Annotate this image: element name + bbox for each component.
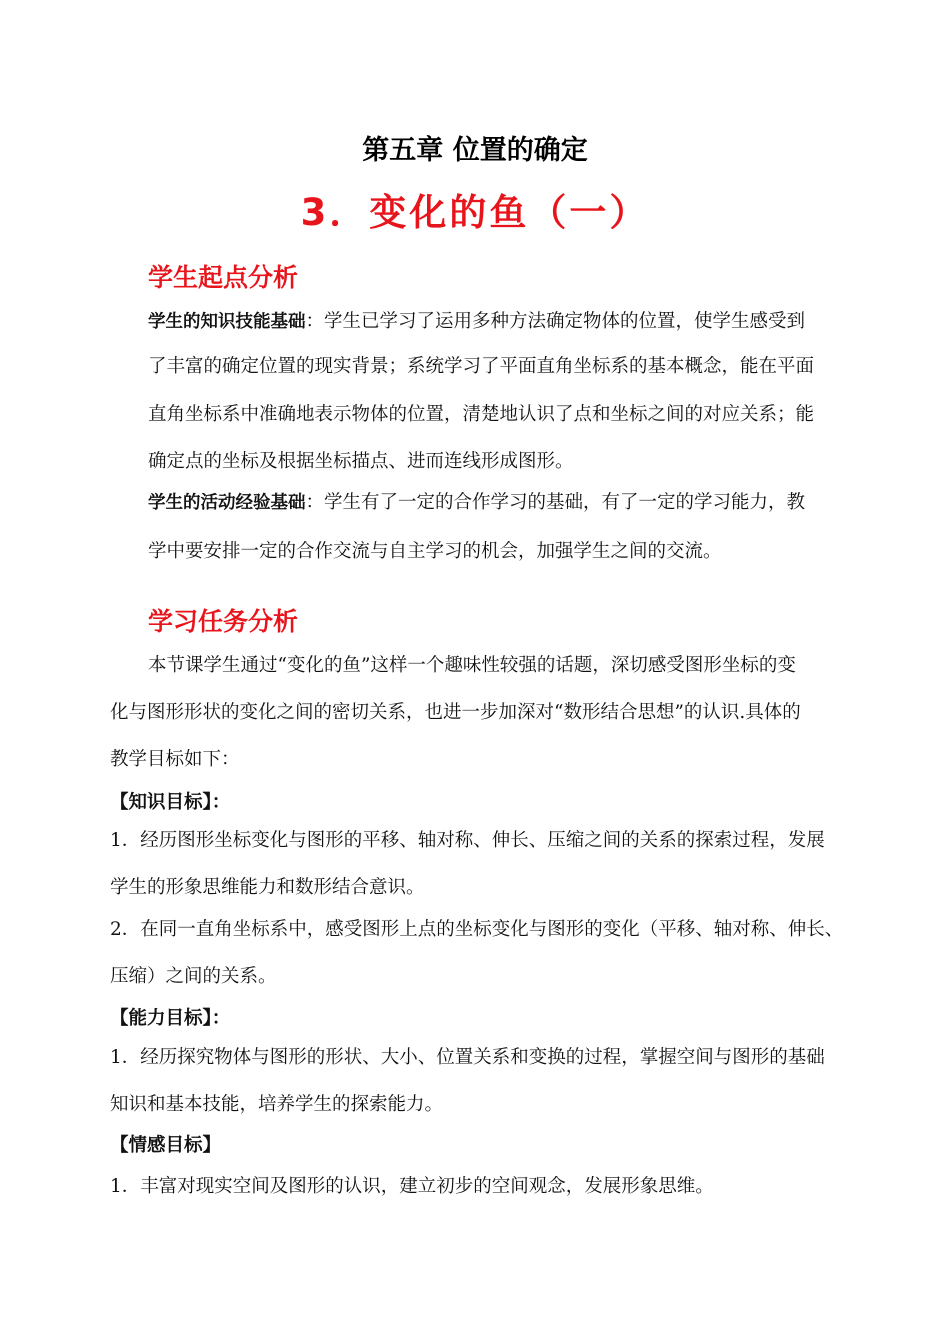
list-item: 知识和基本技能，培养学生的探索能力。	[110, 1094, 444, 1115]
list-item: 1．经历探究物体与图形的形状、大小、位置关系和变换的过程，掌握空间与图形的基础	[110, 1047, 825, 1068]
list-item: 压缩）之间的关系。	[110, 966, 277, 987]
list-item: 2．在同一直角坐标系中，感受图形上点的坐标变化与图形的变化（平移、轴对称、伸长、	[110, 919, 844, 940]
paragraph-line: 化与图形形状的变化之间的密切关系，也进一步加深对“数形结合思想”的认识.具体的	[110, 702, 801, 723]
emotion-goal-tag: 【情感目标】	[110, 1135, 222, 1156]
lesson-title: 3．变化的鱼（一）	[300, 191, 650, 234]
paragraph-text: ：学生已学习了运用多种方法确定物体的位置，使学生感受到	[305, 311, 806, 332]
paragraph-text: ：学生有了一定的合作学习的基础，有了一定的学习能力，教	[305, 492, 806, 513]
list-item: 学生的形象思维能力和数形结合意识。	[110, 877, 425, 898]
knowledge-goal-tag: 【知识目标】：	[110, 792, 231, 813]
chapter-title: 第五章 位置的确定	[362, 135, 588, 166]
list-item: 1．经历图形坐标变化与图形的平移、轴对称、伸长、压缩之间的关系的探索过程，发展	[110, 830, 825, 851]
paragraph-line: 了丰富的确定位置的现实背景；系统学习了平面直角坐标系的基本概念，能在平面	[148, 356, 815, 377]
paragraph-line	[148, 307, 805, 333]
paragraph-label: 学生的知识技能基础	[148, 312, 306, 332]
section-title-task-analysis: 学习任务分析	[148, 607, 299, 636]
paragraph-line: 直角坐标系中准确地表示物体的位置，清楚地认识了点和坐标之间的对应关系；能	[148, 404, 815, 425]
paragraph-label: 学生的活动经验基础	[148, 493, 306, 513]
paragraph-line	[148, 488, 805, 514]
list-item: 1．丰富对现实空间及图形的认识，建立初步的空间观念，发展形象思维。	[110, 1176, 714, 1197]
section-title-student-analysis: 学生起点分析	[148, 263, 299, 292]
ability-goal-tag: 【能力目标】：	[110, 1008, 231, 1029]
paragraph-line: 确定点的坐标及根据坐标描点、进而连线形成图形。	[148, 451, 574, 472]
paragraph-line: 本节课学生通过“变化的鱼”这样一个趣味性较强的话题，深切感受图形坐标的变	[148, 655, 796, 676]
paragraph-line: 教学目标如下：	[110, 749, 240, 770]
paragraph-line: 学中要安排一定的合作交流与自主学习的机会，加强学生之间的交流。	[148, 541, 722, 562]
